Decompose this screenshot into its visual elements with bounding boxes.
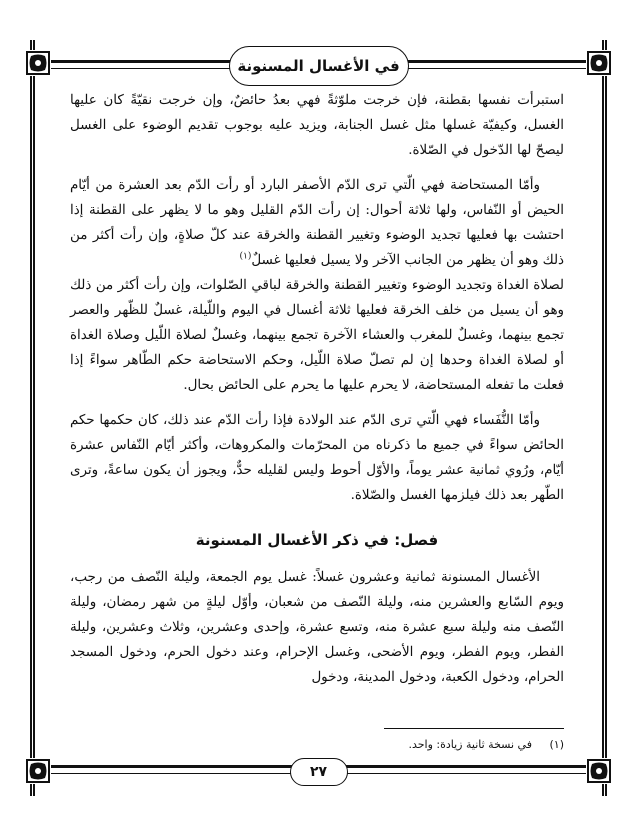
section-heading: فصل: في ذكر الأغسال المسنونة — [195, 531, 439, 549]
paragraph-text: وأمّا المستحاضة فهي الّتي ترى الدّم الأصفر البارد أو رأت الدّم بعد العشرة من أيّام الحيض أو النّفاس، ولها ثلاثة أحوال: إن رأت الدّم القليل وهو ما لا يظهر على القطنة إذا احتشت بها فعليها تجديد الوضوء وتغيير القطنة والخرقة عند كلّ صلاةٍ، وإن رأت أكثر من ذلك وهو أن يظهر من الجانب الآخر ولا يسيل فعليها غسلٌ — [70, 178, 564, 268]
footnote-reference[interactable]: (١) — [239, 251, 252, 262]
paragraph: استبرأت نفسها بقطنة، فإن خرجت ملوّثةً فهي بعدُ حائضٌ، وإن خرجت نقيّةً كان عليها الغسل، وكيفيّة غسلها مثل غسل الجنابة، ويزيد عليه بوجوب تقديم الوضوء على الغسل ليصحّ لها الدّخول في الصّلاة. — [70, 93, 564, 158]
paragraph-nufasa: وأمّا النُّفَساء فهي الّتي ترى الدّم عند الولادة فإذا رأت الدّم عند ذلك، كان حكمها حكم الحائض سواءً في جميع ما ذكرناه من المحرّمات والمكروهات، وأكثر أيّام النّفاس عشرة أيّام، ورُوي ثمانية عشر يوماً، والأوّل أحوط وليس لقليله حدٌّ، ويجوز أن يكون ساعةً، وترى الطّهر بعد ذلك فيلزمها الغسل والصّلاة. — [70, 413, 564, 503]
footnote-number: (١) — [549, 738, 564, 751]
page-body — [70, 88, 564, 700]
corner-ornament-icon — [586, 758, 612, 784]
paragraph-sunnah-ghusl: الأغسال المسنونة ثمانية وعشرون غسلاً: غسل يوم الجمعة، وليلة النّصف من رجب، ويوم السّابع والعشرين منه، وليلة النّصف من شعبان، وأوّل ليلةٍ من شهر رمضان، وليلة النّصف منه وليلة سبع عشرة منه، وتسع عشرة، وإحدى وعشرين، وثلاث وعشرين، وليلة الفطر، ويوم الفطر، ويوم الأضحى، وغسل الإحرام، وعند دخول الحرم، ودخول المسجد الحرام، ودخول الكعبة، ودخول المدينة، ودخول — [70, 570, 564, 685]
page-number: ٢٧ — [290, 758, 348, 786]
footnote-text: في نسخة ثانية زيادة: واحد. — [408, 738, 532, 751]
corner-ornament-icon — [25, 758, 51, 784]
running-header: في الأغسال المسنونة — [229, 46, 409, 86]
corner-ornament-icon — [586, 50, 612, 76]
paragraph-mustahada — [70, 173, 564, 273]
footnote-divider — [384, 728, 564, 729]
corner-ornament-icon — [25, 50, 51, 76]
paragraph: لصلاة الغداة وتجديد الوضوء وتغيير القطنة والخرقة لباقي الصّلوات، وإن رأت أكثر من ذلك وهو أن يسيل من خلف الخرقة فعليها ثلاثة أغسال في اليوم واللّيلة، غسلٌ للظّهر والعصر تجمع بينهما، وغسلٌ للمغرب والعشاء الآخرة تجمع بينهما، وغسلٌ لصلاة اللّيل وصلاة الغداة أو لصلاة الغداة وحدها إن لم تصلّ صلاة اللّيل، وحكم الاستحاضة حكم الطّاهر سواءً إذا فعلت ما تفعله المستحاضة، لا يحرم عليها ما يحرم على الحائض بحال. — [70, 278, 564, 393]
footnote — [408, 738, 564, 751]
